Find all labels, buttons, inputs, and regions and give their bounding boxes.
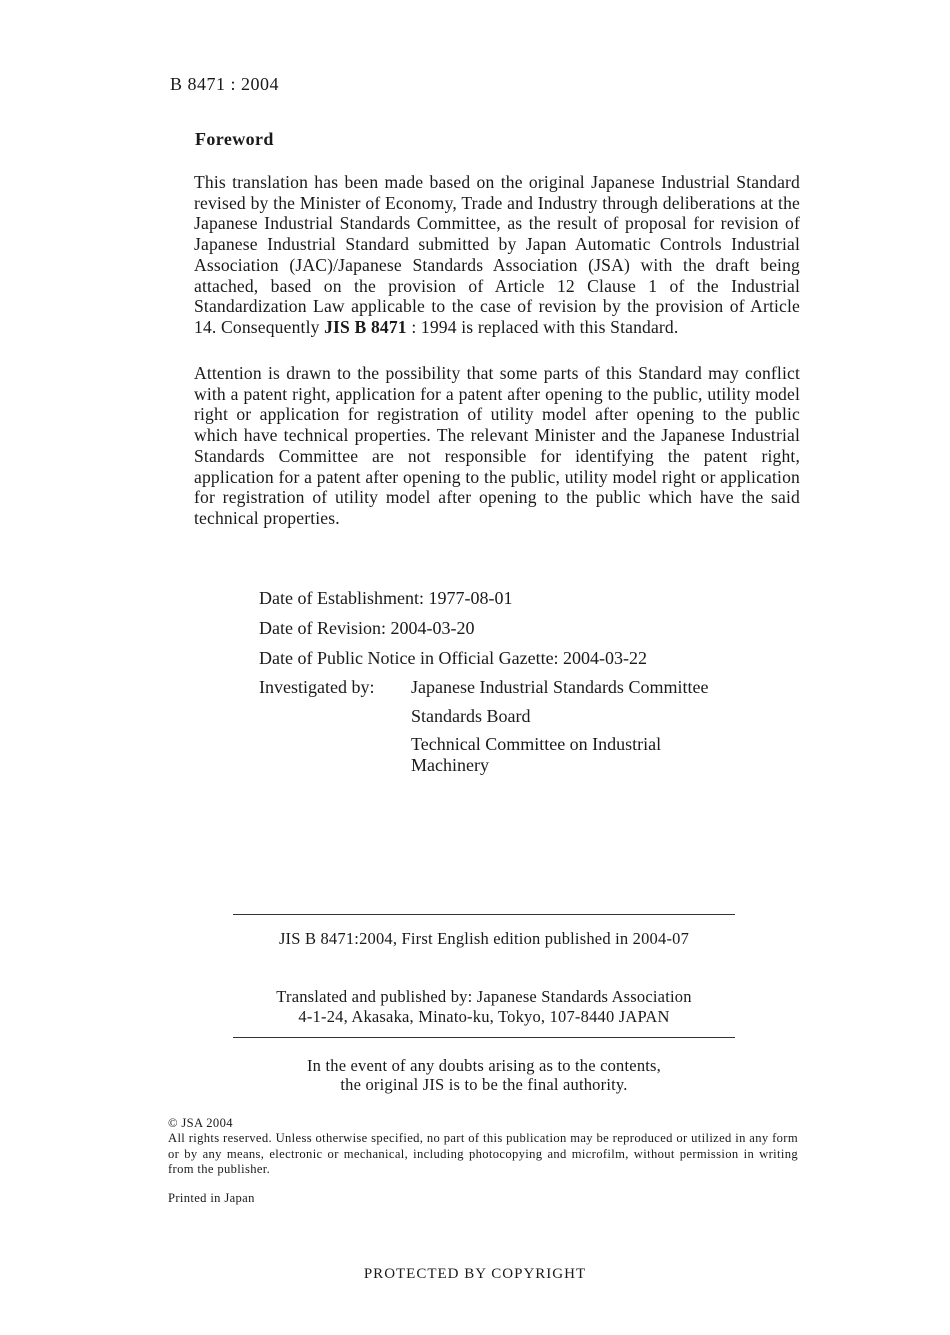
- printed-in-notice: Printed in Japan: [168, 1191, 255, 1205]
- divider-bottom: [233, 1037, 735, 1038]
- authority-note-line-2: the original JIS is to be the final authority.: [340, 1075, 628, 1094]
- investigated-by-board: Standards Board: [411, 706, 531, 726]
- protected-by-copyright-footer: PROTECTED BY COPYRIGHT: [363, 1266, 587, 1282]
- edition-line: JIS B 8471:2004, First English edition published in 2004-07: [278, 929, 690, 948]
- date-of-revision: Date of Revision: 2004-03-20: [259, 618, 475, 638]
- publisher-address: 4-1-24, Akasaka, Minato-ku, Tokyo, 107-8440 JAPAN: [298, 1007, 670, 1026]
- foreword-paragraph-2: Attention is drawn to the possibility that some parts of this Standard may conflict with a patent right, application for a patent after opening to the public, utility model right or application for registration of utility model after opening to the public which have technical properties. The relevant Minister and the Japanese Industrial Standards Committee are not responsible for identifying the patent right, application for a patent after opening to the public, utility model right or application for registration of utility model after opening to the public which have the said technical properties.: [194, 363, 800, 528]
- divider-top: [233, 914, 735, 915]
- replaced-standard-code: JIS B 8471: [324, 316, 407, 337]
- foreword-heading: Foreword: [195, 129, 274, 149]
- foreword-paragraph-1-end: : 1994 is replaced with this Standard.: [406, 316, 679, 337]
- copyright-notice: © JSA 2004: [168, 1116, 233, 1130]
- date-of-establishment: Date of Establishment: 1977-08-01: [259, 588, 513, 608]
- publisher-line: Translated and published by: Japanese Standards Association: [276, 987, 692, 1006]
- investigated-by-label: Investigated by:: [259, 677, 375, 697]
- investigated-by-technical-committee: Technical Committee on Industrial Machinery: [411, 734, 662, 775]
- foreword-paragraph-1-text: This translation has been made based on the original Japanese Industrial Standard revised by the Minister of Economy, Trade and Industry through deliberations at the Japanese Industrial Standards Committee, as the result of proposal for revision of Japanese Industrial Standard submitted by Japan Automatic Controls Industrial Association (JAC)/Japanese Standards Association (JSA) with the draft being attached, based on the provision of Article 12 Clause 1 of the Industrial Standardization Law applicable to the case of revision by the provision of Article 14. Consequently: [194, 172, 800, 337]
- foreword-paragraph-1: [194, 172, 800, 338]
- document-code: B 8471 : 2004: [170, 74, 280, 94]
- date-of-public-notice: Date of Public Notice in Official Gazette: 2004-03-22: [259, 648, 648, 668]
- investigated-by-committee: Japanese Industrial Standards Committee: [411, 677, 709, 697]
- authority-note-line-1: In the event of any doubts arising as to the contents,: [306, 1056, 661, 1075]
- rights-reserved-notice: All rights reserved. Unless otherwise specified, no part of this publication may be reproduced or utilized in any form or by any means, electronic or mechanical, including photocopying and microfilm, without permission in writing from the publisher.: [168, 1131, 798, 1176]
